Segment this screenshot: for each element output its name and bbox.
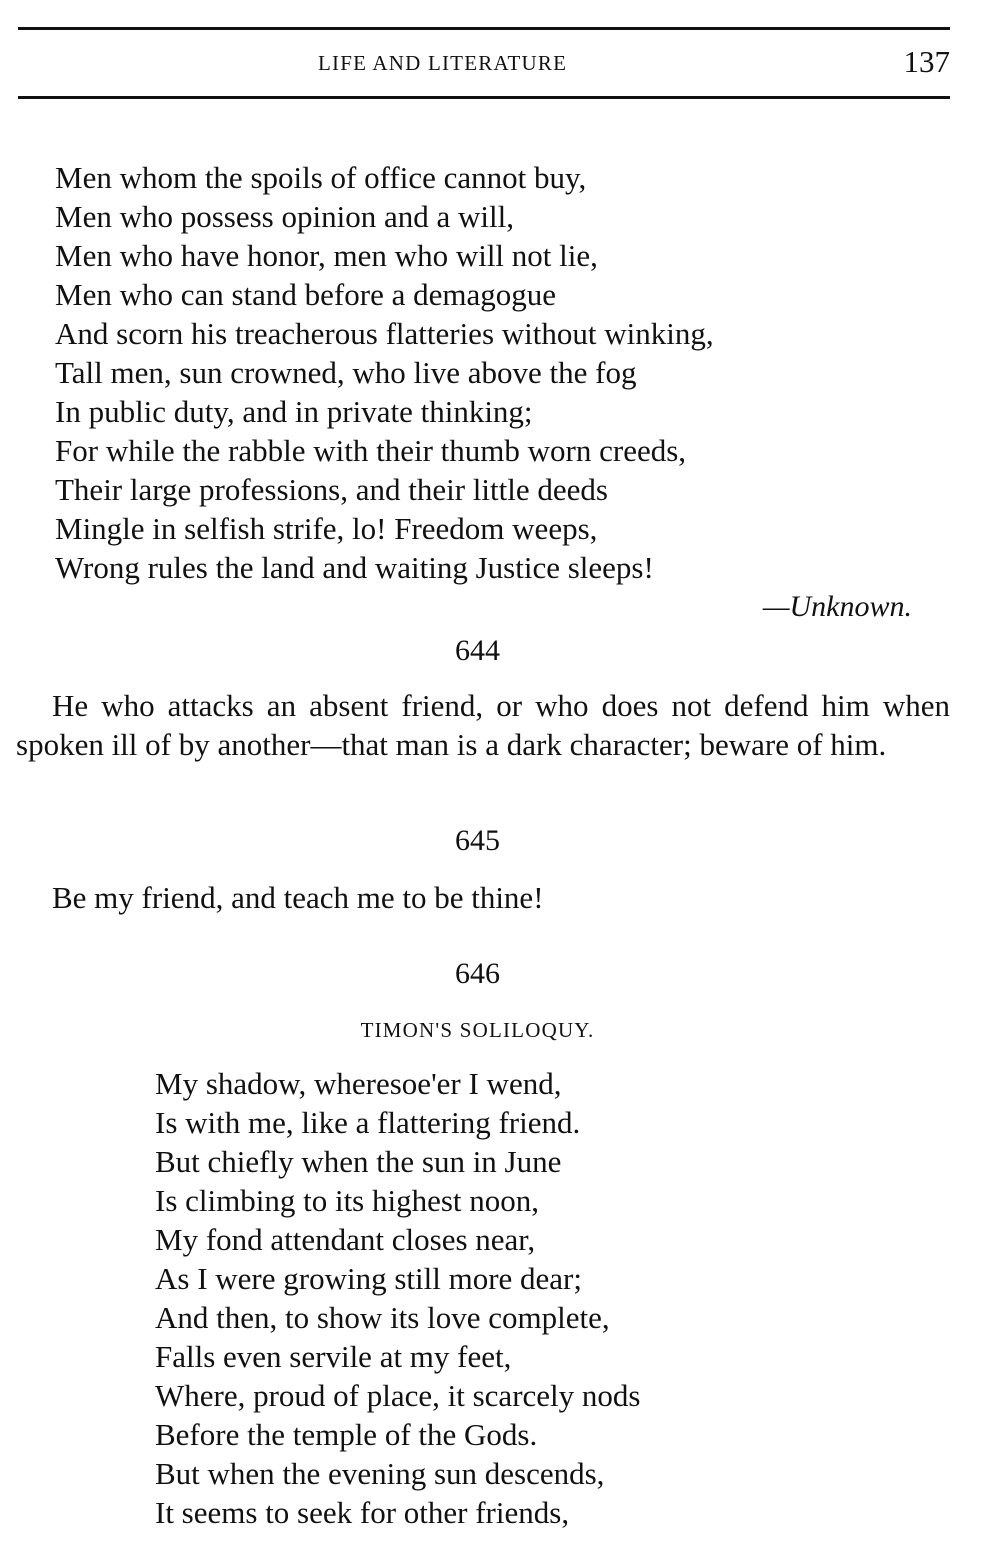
- poem-line: Falls even servile at my feet,: [155, 1339, 512, 1374]
- poem-line: Mingle in selfish strife, lo! Freedom weeps,: [55, 511, 598, 546]
- poem-line: Is with me, like a flattering friend.: [155, 1105, 581, 1140]
- poem-line: Wrong rules the land and waiting Justice sleeps!: [55, 550, 654, 585]
- poem-line: Is climbing to its highest noon,: [155, 1183, 540, 1218]
- poem-timons-soliloquy: [155, 1064, 640, 1532]
- entry-text-644: He who attacks an absent friend, or who does not defend him when spoken ill of by another—that man is a dark character; beware of him.: [16, 688, 950, 762]
- poem-line: Tall men, sun crowned, who live above the fog: [55, 355, 637, 390]
- running-head: LIFE AND LITERATURE: [318, 51, 568, 75]
- page-number: 137: [903, 44, 950, 79]
- poem-line: For while the rabble with their thumb worn creeds,: [55, 433, 687, 468]
- poem-line: And scorn his treacherous flatteries without winking,: [55, 316, 714, 351]
- poem-line: As I were growing still more dear;: [155, 1261, 582, 1296]
- poem-line: But when the evening sun descends,: [155, 1456, 605, 1491]
- poem-line: In public duty, and in private thinking;: [55, 394, 533, 429]
- poem-title: TIMON'S SOLILOQUY.: [360, 1018, 595, 1042]
- poem-line: And then, to show its love complete,: [155, 1300, 610, 1335]
- entry-number-644: 644: [455, 634, 500, 667]
- header-rule-bottom: [18, 96, 950, 99]
- poem-line: My fond attendant closes near,: [155, 1222, 536, 1257]
- poem-line: Men who can stand before a demagogue: [55, 277, 556, 312]
- poem-line: Men who have honor, men who will not lie,: [55, 238, 598, 273]
- poem-unknown: [55, 158, 714, 587]
- poem-line: Where, proud of place, it scarcely nods: [155, 1378, 641, 1413]
- entry-text-645: Be my friend, and teach me to be thine!: [52, 880, 544, 915]
- poem-line: It seems to seek for other friends,: [155, 1495, 570, 1530]
- poem-line: Before the temple of the Gods.: [155, 1417, 538, 1452]
- entry-number-645: 645: [455, 824, 500, 857]
- entry-number-646: 646: [455, 957, 500, 990]
- poem-line: Men whom the spoils of office cannot buy,: [55, 160, 587, 195]
- header-rule-top: [18, 27, 950, 30]
- poem-attribution: —Unknown.: [762, 590, 912, 623]
- poem-line: But chiefly when the sun in June: [155, 1144, 562, 1179]
- poem-line: Men who possess opinion and a will,: [55, 199, 514, 234]
- poem-line: My shadow, wheresoe'er I wend,: [155, 1066, 562, 1101]
- poem-line: Their large professions, and their little deeds: [55, 472, 608, 507]
